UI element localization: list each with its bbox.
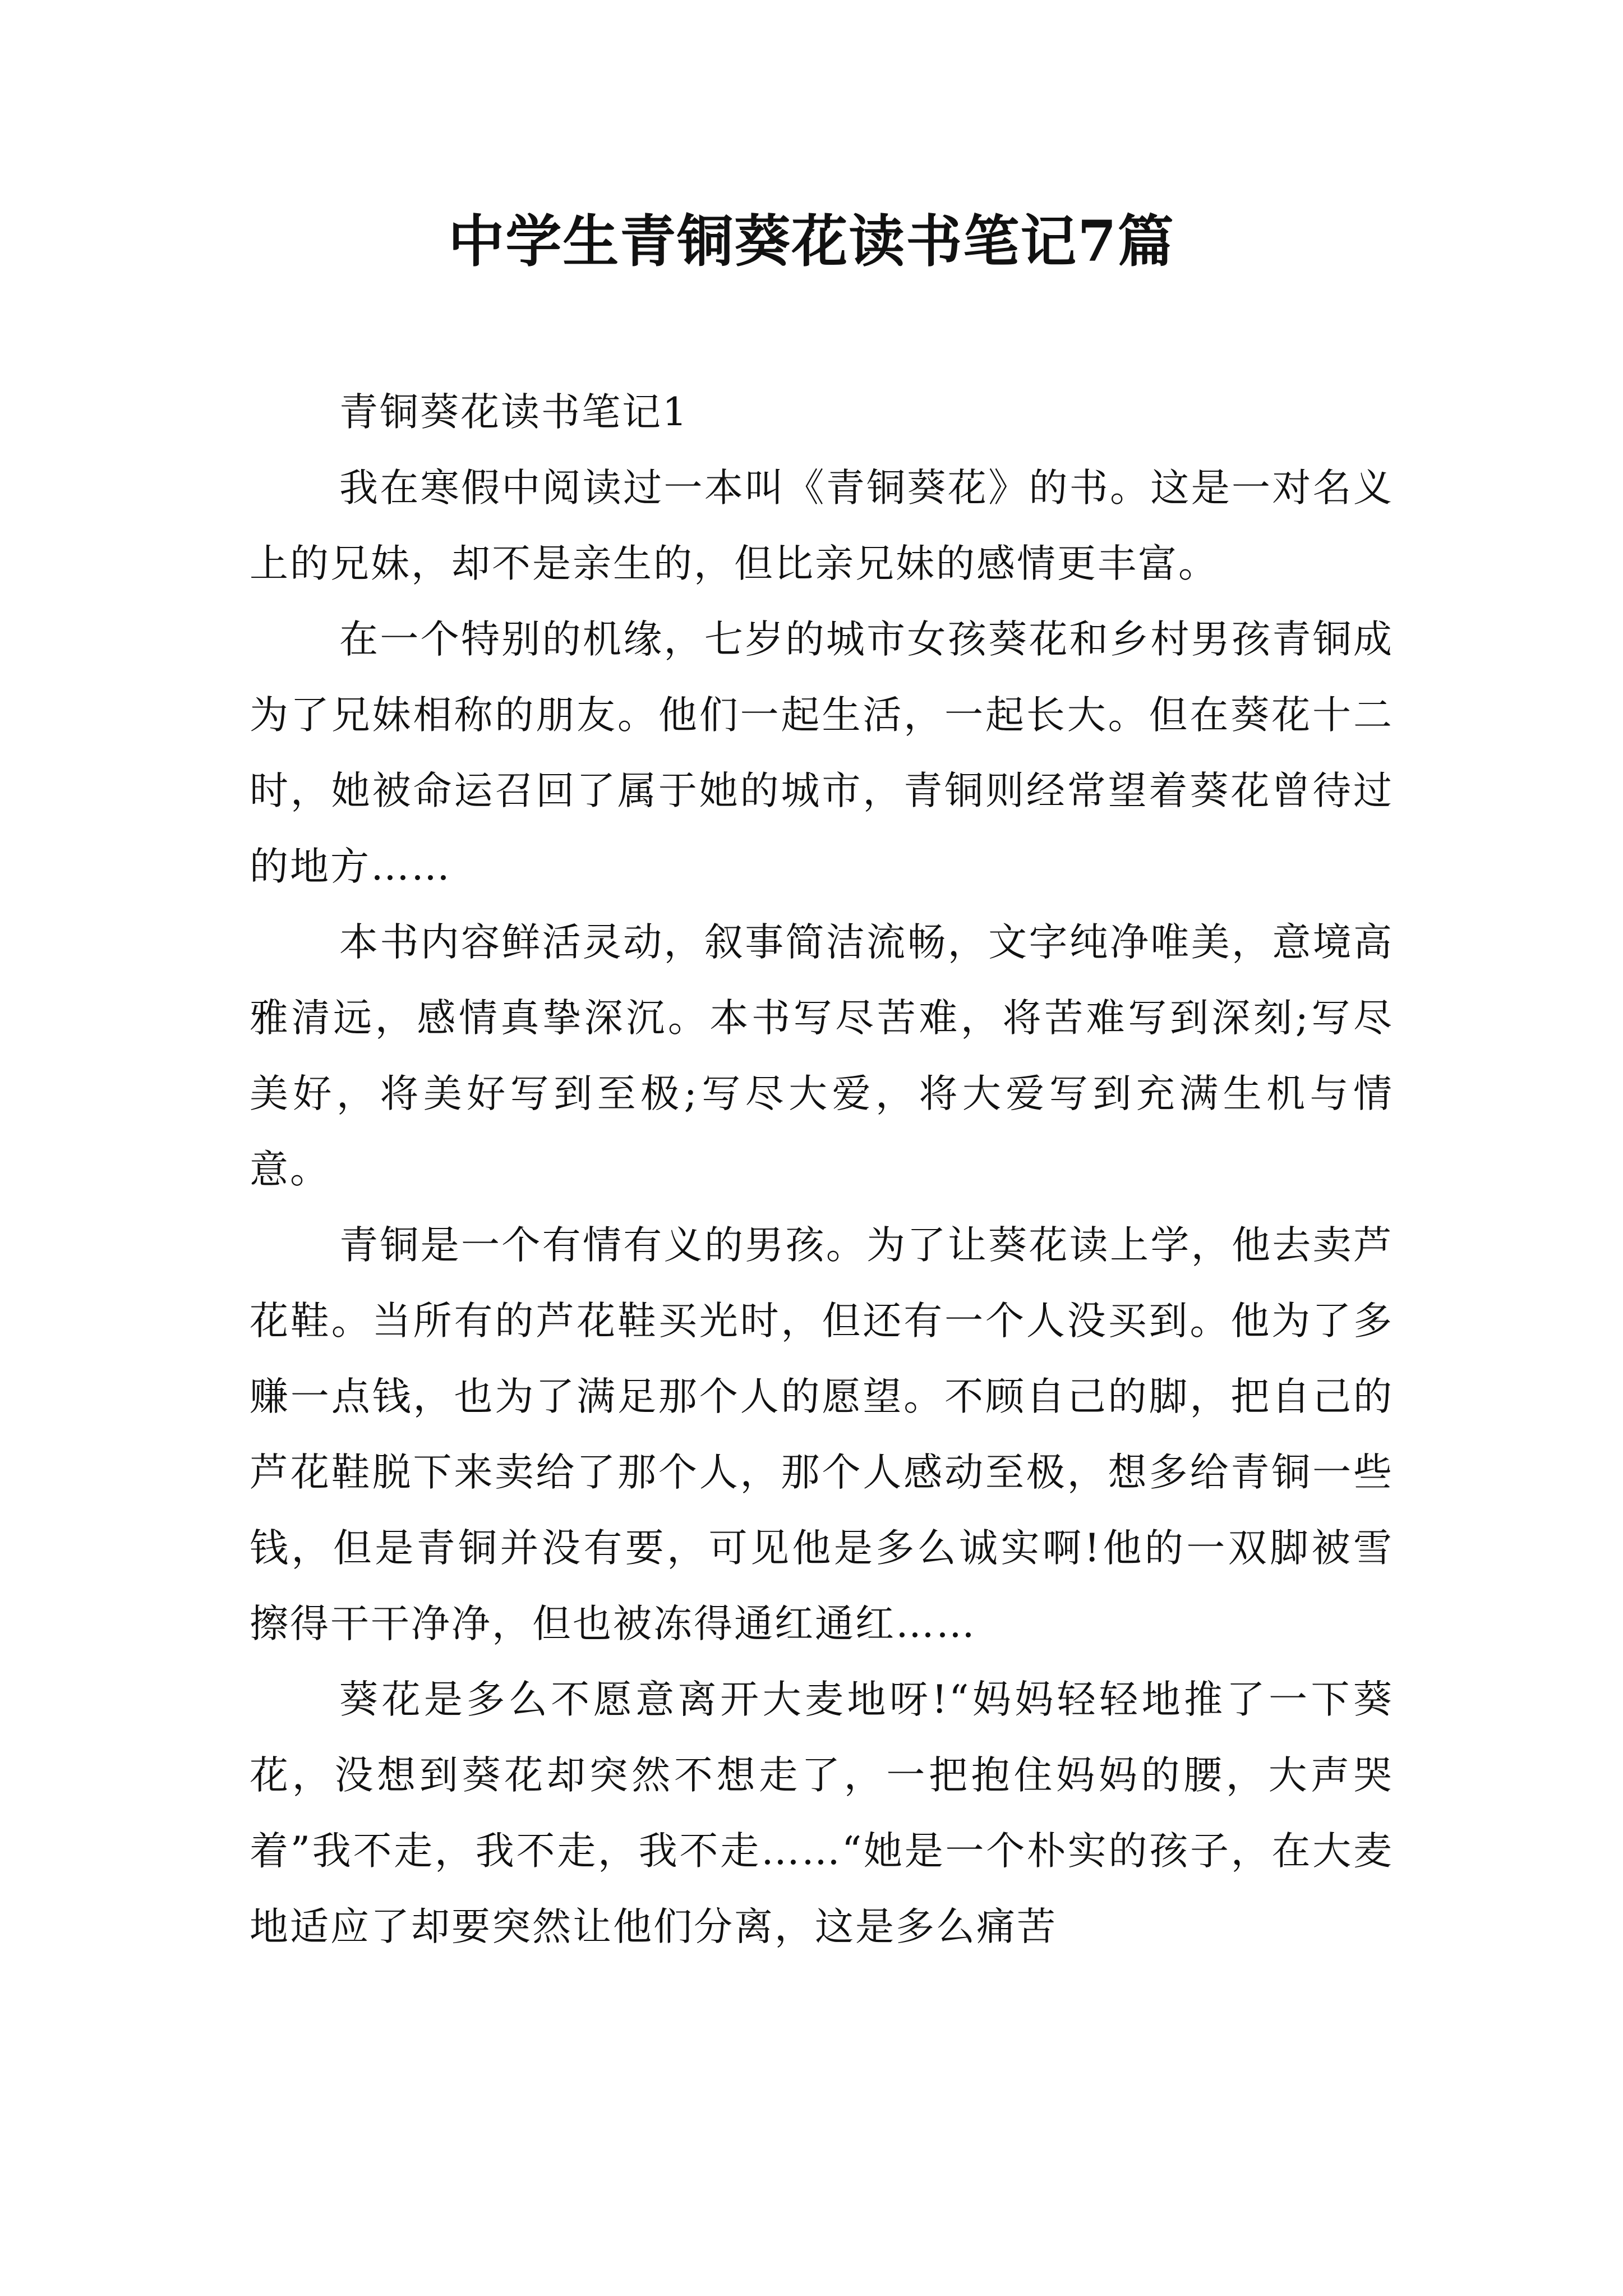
document-body: [250, 375, 1394, 1965]
paragraph-3: 本书内容鲜活灵动，叙事简洁流畅，文字纯净唯美，意境高雅清远，感情真挚深沉。本书写尽苦难，将苦难写到深刻;写尽美好，将美好写到至极;写尽大爱，将大爱写到充满生机与情意。: [250, 920, 1394, 1192]
paragraph-1: 我在寒假中阅读过一本叫《青铜葵花》的书。这是一对名义上的兄妹，却不是亲生的，但比亲兄妹的感情更丰富。: [250, 466, 1394, 586]
paragraph-2: 在一个特别的机缘，七岁的城市女孩葵花和乡村男孩青铜成为了兄妹相称的朋友。他们一起生活，一起长大。但在葵花十二时，她被命运召回了属于她的城市，青铜则经常望着葵花曾待过的地方……: [250, 617, 1394, 889]
paragraph-4: 青铜是一个有情有义的男孩。为了让葵花读上学，他去卖芦花鞋。当所有的芦花鞋买光时，但还有一个人没买到。他为了多赚一点钱，也为了满足那个人的愿望。不顾自己的脚，把自己的芦花鞋脱下来卖给了那个人，那个人感动至极，想多给青铜一些钱，但是青铜并没有要，可见他是多么诚实啊!他的一双脚被雪擦得干干净净，但也被冻得通红通红……: [250, 1223, 1394, 1646]
section-heading: 青铜葵花读书笔记1: [339, 390, 689, 435]
document-title: 中学生青铜葵花读书笔记7篇: [448, 208, 1175, 274]
paragraph-5: 葵花是多么不愿意离开大麦地呀!“妈妈轻轻地推了一下葵花，没想到葵花却突然不想走了，一把抱住妈妈的腰，大声哭着”我不走，我不走，我不走……“她是一个朴实的孩子，在大麦地适应了却要突然让他们分离，这是多么痛苦: [250, 1677, 1394, 1949]
